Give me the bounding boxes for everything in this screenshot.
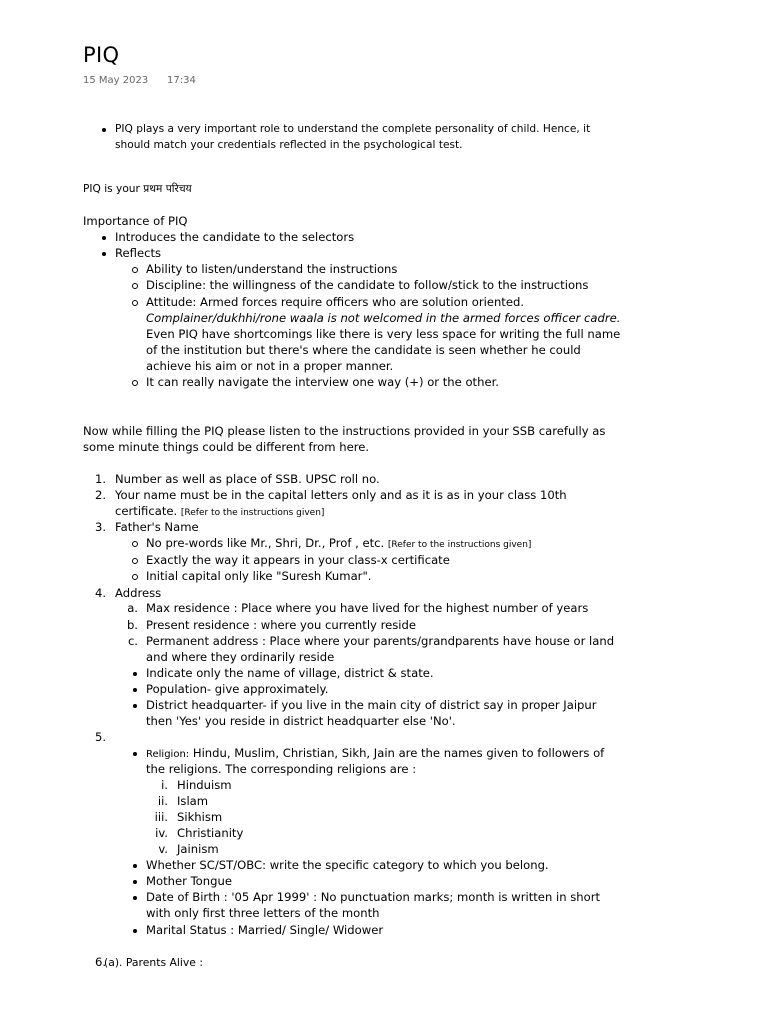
bullet-icon — [97, 245, 111, 261]
circle-bullet-icon — [128, 294, 142, 310]
detail-item-cont: with only first three letters of the month — [146, 906, 380, 920]
sub-letter: b. — [126, 618, 138, 632]
circle-bullet-icon — [128, 261, 142, 277]
bullet-icon — [128, 681, 142, 697]
list-item-cont: certificate. [Refer to the instructions given] — [115, 504, 325, 518]
importance-item: Introduces the candidate to the selectors — [115, 230, 355, 244]
circle-bullet-icon — [128, 552, 142, 568]
reflects-item: Ability to listen/understand the instructions — [146, 262, 398, 276]
list-item: Father's Name — [115, 520, 199, 534]
religion-name: Christianity — [177, 826, 244, 840]
bullet-icon — [97, 229, 111, 245]
roman-marker: i. — [161, 778, 168, 792]
bullet-icon — [128, 873, 142, 889]
address-note: Indicate only the name of village, district & state. — [146, 666, 434, 680]
roman-marker: v. — [158, 842, 168, 856]
reflects-item: Attitude: Armed forces require officers who are solution oriented. — [146, 295, 525, 309]
address-item: Present residence : where you currently reside — [146, 618, 416, 632]
list-number: 4. — [94, 586, 106, 600]
roman-marker: ii. — [157, 794, 168, 808]
importance-item: Reflects — [115, 246, 162, 260]
address-note-cont: then 'Yes' you reside in district headquarter else 'No'. — [146, 714, 456, 728]
bullet-icon — [128, 889, 142, 905]
address-item-cont: and where they ordinarily reside — [146, 650, 335, 664]
list-number: 3. — [94, 520, 106, 534]
detail-item: Mother Tongue — [146, 874, 232, 888]
roman-marker: iv. — [155, 826, 168, 840]
circle-bullet-icon — [128, 374, 142, 390]
reflects-item: It can really navigate the interview one way (+) or the other. — [146, 375, 499, 389]
detail-item: Marital Status : Married/ Single/ Widower — [146, 923, 384, 937]
list-number: 5. — [94, 730, 106, 744]
reflects-text: Even PIQ have shortcomings like there is very less space for writing the full name — [146, 327, 621, 341]
religion-name: Islam — [177, 794, 209, 808]
address-item: Max residence : Place where you have lived for the highest number of years — [146, 601, 589, 615]
roman-marker: iii. — [154, 810, 168, 824]
circle-bullet-icon — [128, 535, 142, 551]
bullet-icon — [128, 857, 142, 873]
bullet-icon — [128, 745, 142, 761]
importance-heading: Importance of PIQ — [83, 214, 188, 228]
address-item: Permanent address : Place where your parents/grandparents have house or land — [146, 634, 615, 648]
father-name-rule: Exactly the way it appears in your class-x certificate — [146, 553, 450, 567]
note-time: 17:34 — [167, 75, 196, 86]
sub-letter: c. — [127, 634, 138, 648]
list-number: 2. — [94, 488, 106, 502]
detail-item: Date of Birth : '05 Apr 1999' : No punctuation marks; month is written in short — [146, 890, 601, 904]
circle-bullet-icon — [128, 568, 142, 584]
religion-name: Sikhism — [177, 810, 223, 824]
bullet-icon — [128, 665, 142, 681]
circle-bullet-icon — [128, 277, 142, 293]
list-item: Your name must be in the capital letters only and as it is as in your class 10th — [115, 488, 567, 502]
father-name-rule: Initial capital only like "Suresh Kumar". — [146, 569, 372, 583]
sub-letter: a. — [127, 601, 138, 615]
list-number: 6. — [94, 955, 106, 969]
intro-line-1: PIQ plays a very important role to understand the complete personality of child. Hence, it — [115, 123, 591, 135]
religion-item: Religion: Hindu, Muslim, Christian, Sikh, Jain are the names given to followers of — [146, 746, 605, 760]
religion-item-cont: the religions. The corresponding religions are : — [146, 762, 417, 776]
religion-name: Hinduism — [177, 778, 232, 792]
detail-item: Whether SC/ST/OBC: write the specific category to which you belong. — [146, 858, 549, 872]
religion-name: Jainism — [177, 842, 219, 856]
reflects-text: achieve his aim or not in a proper manner. — [146, 359, 394, 373]
father-name-rule: No pre-words like Mr., Shri, Dr., Prof , etc. [Refer to the instructions given] — [146, 536, 532, 550]
reflects-italic-note: Complainer/dukhhi/rone waala is not welcomed in the armed forces officer cadre. — [146, 311, 621, 325]
instruction-paragraph: some minute things could be different from here. — [83, 440, 370, 454]
list-item: (a). Parents Alive : — [104, 956, 204, 969]
list-item: Number as well as place of SSB. UPSC roll no. — [115, 472, 380, 486]
intro-line-2: should match your credentials reflected in the psychological test. — [115, 139, 463, 151]
instruction-paragraph: Now while filling the PIQ please listen to the instructions provided in your SSB carefully as — [83, 424, 606, 438]
note-date: 15 May 2023 — [83, 75, 149, 86]
address-note: District headquarter- if you live in the main city of district say in proper Jaipur — [146, 698, 597, 712]
bullet-icon — [128, 697, 142, 713]
page-title: PIQ — [83, 43, 120, 67]
bullet-icon — [128, 922, 142, 938]
reflects-item: Discipline: the willingness of the candidate to follow/stick to the instructions — [146, 278, 589, 292]
list-item: Address — [115, 586, 162, 600]
address-note: Population- give approximately. — [146, 682, 329, 696]
reflects-text: of the institution but there's where the candidate is seen whether he could — [146, 343, 581, 357]
bullet-icon — [97, 121, 111, 137]
first-intro-text: PIQ is your प्रथम परिचय — [83, 183, 192, 195]
list-number: 1. — [94, 472, 106, 486]
